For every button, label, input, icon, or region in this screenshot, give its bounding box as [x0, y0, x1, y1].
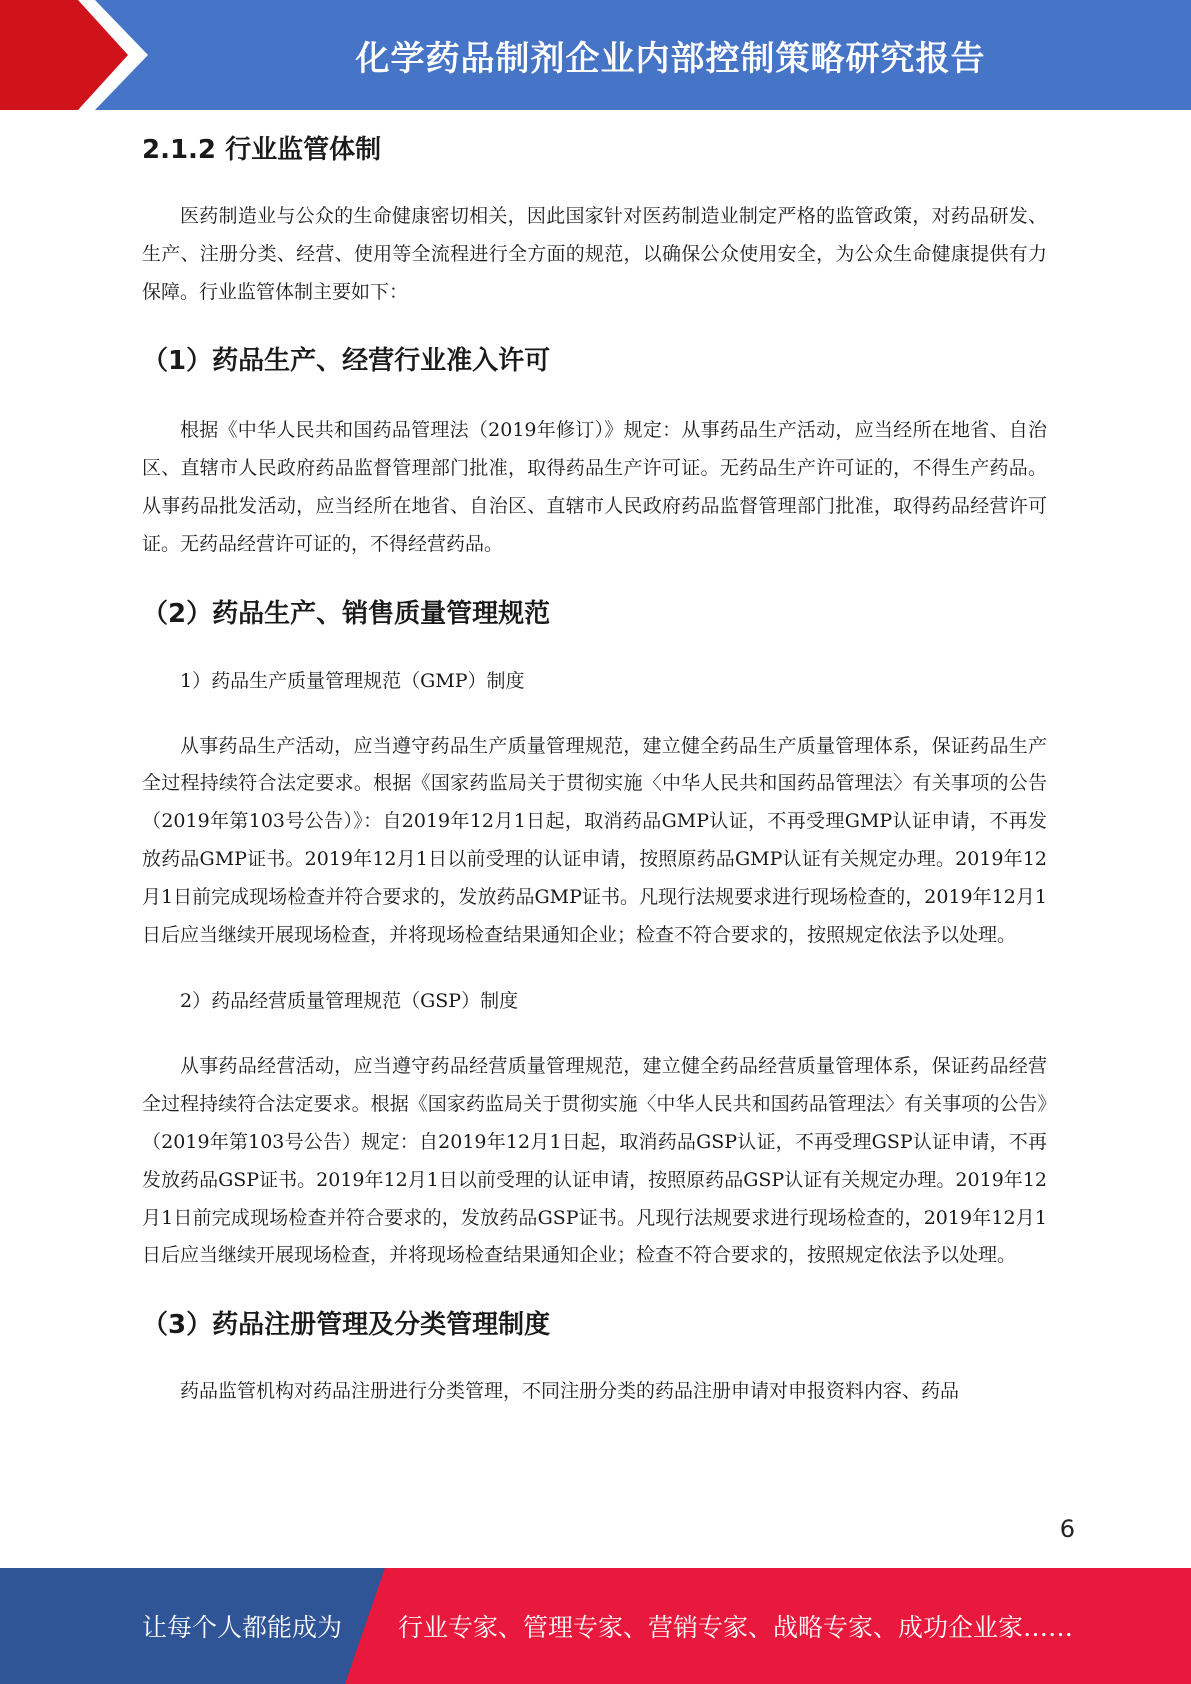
page-content — [142, 128, 1047, 1411]
subsection-2-heading: （2）药品生产、销售质量管理规范 — [142, 598, 551, 629]
document-title: 化学药品制剂企业内部控制策略研究报告 — [355, 38, 986, 79]
gmp-paragraph: 从事药品生产活动，应当遵守药品生产质量管理规范，建立健全药品生产质量管理体系，保证药品生产全过程持续符合法定要求。根据《国家药监局关于贯彻实施〈中华人民共和国药品管理法〉有关事项的公告（2019年第103号公告）》：自2019年12月1日起，取消药品GMP认证，不再受理GMP认证申请，不再发放药品GMP证书。2019年12月1日以前受理的认证申请，按照原药品GMP认证有关规定办理。2019年12月1日前完成现场检查并符合要求的，发放药品GMP证书。凡现行法规要求进行现场检查的，2019年12月1日后应当继续开展现场检查，并将现场检查结果通知企业；检查不符合要求的，按照规定依法予以处理。 — [142, 734, 1047, 946]
footer-slogan-left: 让每个人都能成为 — [142, 1613, 343, 1642]
subsection-3-heading: （3）药品注册管理及分类管理制度 — [142, 1310, 551, 1341]
subsection-1-paragraph: 根据《中华人民共和国药品管理法（2019年修订）》规定：从事药品生产活动，应当经所在地省、自治区、直辖市人民政府药品监督管理部门批准，取得药品生产许可证。无药品生产许可证的，不得生产药品。从事药品批发活动，应当经所在地省、自治区、直辖市人民政府药品监督管理部门批准，取得药品经营许可证。无药品经营许可证的，不得经营药品。 — [142, 419, 1047, 555]
page-footer — [0, 1568, 1191, 1684]
intro-paragraph: 医药制造业与公众的生命健康密切相关，因此国家针对医药制造业制定严格的监管政策，对药品研发、生产、注册分类、经营、使用等全流程进行全方面的规范，以确保公众使用安全，为公众生命健康提供有力保障。行业监管体制主要如下： — [142, 205, 1047, 303]
header-arrow-icon — [0, 0, 160, 110]
gmp-item-label: 1）药品生产质量管理规范（GMP）制度 — [180, 669, 525, 692]
page-header — [0, 0, 1191, 110]
subsection-1-heading: （1）药品生产、经营行业准入许可 — [142, 346, 551, 377]
subsection-3-paragraph: 药品监管机构对药品注册进行分类管理，不同注册分类的药品注册申请对申报资料内容、药品 — [180, 1380, 960, 1403]
section-heading: 2.1.2 行业监管体制 — [142, 135, 382, 165]
gsp-item-label: 2）药品经营质量管理规范（GSP）制度 — [180, 990, 519, 1013]
page-number: 6 — [1059, 1515, 1075, 1543]
gsp-paragraph: 从事药品经营活动，应当遵守药品经营质量管理规范，建立健全药品经营质量管理体系，保证药品经营全过程持续符合法定要求。根据《国家药监局关于贯彻实施〈中华人民共和国药品管理法〉有关事项的公告》（2019年第103号公告）规定：自2019年12月1日起，取消药品GSP认证，不再受理GSP认证申请，不再发放药品GSP证书。2019年12月1日以前受理的认证申请，按照原药品GSP认证有关规定办理。2019年12月1日前完成现场检查并符合要求的，发放药品GSP证书。凡现行法规要求进行现场检查的，2019年12月1日后应当继续开展现场检查，并将现场检查结果通知企业；检查不符合要求的，按照规定依法予以处理。 — [142, 1055, 1047, 1267]
footer-slogan-right: 行业专家、管理专家、营销专家、战略专家、成功企业家…… — [398, 1613, 1074, 1642]
